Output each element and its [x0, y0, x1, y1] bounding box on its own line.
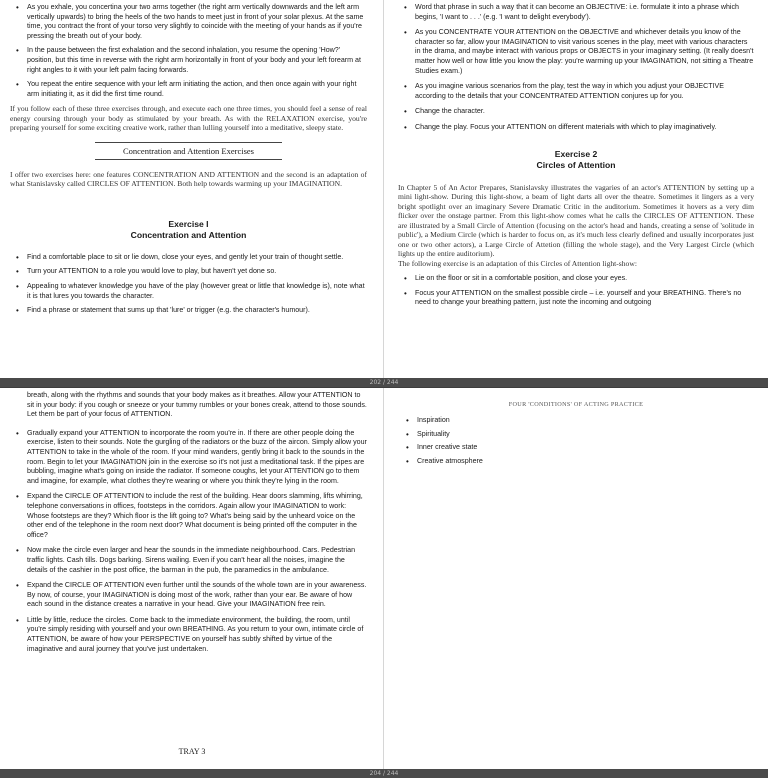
running-head: FOUR 'CONDITIONS' OF ACTING PRACTICE — [508, 401, 644, 408]
book-page-left-top — [0, 0, 384, 378]
book-page-right-top — [384, 0, 768, 378]
list-item: • Appealing to whatever knowledge you have of the play (however great or little that knowledge is), note what it is that lures you towards the character. — [10, 282, 367, 301]
list-item: • Lie on the floor or sit in a comfortable position, and close your eyes. — [398, 274, 754, 284]
list-item: • Focus your ATTENTION on the smallest possible circle – i.e. yourself and your BREATHING. There's no need to change your breathing pattern, just note the incoming and outgoing — [398, 289, 754, 308]
list-item: • Creative atmosphere — [400, 457, 754, 467]
body-paragraph: The following exercise is an adaptation of this Circles of Attention light-show: — [398, 258, 637, 268]
exercise-steps — [398, 274, 754, 308]
list-item: • Gradually expand your ATTENTION to incorporate the room you're in. If there are other people doing the exercise, listen to their sounds. Note the gurgling of the radiators or the buzz of the aircon. Simply allow your ATTENTION to take in the whole of the room. If your mind wanders, gently bring it back to the sounds in the room. Begin to let your IMAGINATION join in the exercise so it's not just a meditational task. If the pipes are bubbling, imagine what's going on inside the radiator. If someone coughs, let your ATTENTION go to them and imagine, for example, what clothes they're wearing or where you think they're lying in the room. — [10, 429, 367, 487]
exercise-steps-continued — [10, 3, 367, 99]
list-item: • Little by little, reduce the circles. Come back to the immediate environment, the building, the room, until you're simply residing with yourself and your own BREATHING. As you return to your own, intimate circle of ATTENTION, be aware of how your PERSPECTIVE on yourself has subtly shifted by virtue of the imaginative and aural journey that you've just undertaken. — [10, 616, 367, 654]
body-paragraph: If you follow each of these three exercises through, and execute each one three times, you should feel a sense of real energy coursing through your body as stimulated by your breath. As with the RELAXATION exercise, you're preparing yourself for some exciting creative work, rather than lulling yourself into a meditative, sleepy state. — [10, 104, 367, 133]
list-item: • Find a phrase or statement that sums up that 'lure' or trigger (e.g. the character's humour). — [10, 306, 367, 316]
exercise-heading — [10, 219, 367, 241]
list-item: • Change the play. Focus your ATTENTION on different materials with which to play imaginatively. — [398, 123, 754, 133]
list-item: • Expand the CIRCLE OF ATTENTION to include the rest of the building. Hear doors slamming, lifts whirring, telephone conversations in offices, footsteps in the corridors. Again allow your IMAGINATION to work: Whose footsteps are they? Which floor is the lift going to? What's being said by the unheard voice on the other end of the telephone in the room next door? What document is being printed off the computer in the office? — [10, 492, 367, 540]
page-folio: TRAY 3 — [178, 747, 206, 756]
list-item: • In the pause between the first exhalation and the second inhalation, you resume the opening 'How?' position, but this time in reverse with the right arm horizontally in front of your body and your left forearm at right angles to it with your left palm facing forwards. — [10, 46, 367, 75]
exercise-heading — [398, 149, 754, 171]
book-page-right-bottom — [384, 388, 768, 769]
list-item: • Inspiration — [400, 416, 754, 426]
body-paragraph: I offer two exercises here: one features CONCENTRATION AND ATTENTION and the second is an adaptation of what Stanislavsky called CIRCLES OF ATTENTION. Both help towards warming up your IMAGINATION. — [10, 169, 367, 189]
exercise-label: Exercise I — [168, 218, 209, 229]
list-item: • Word that phrase in such a way that it can become an OBJECTIVE: i.e. formulate it into a phrase which begins, 'I want to . . .' (e.g. 'I want to delight everybody'). — [398, 3, 754, 22]
exercise-title: Concentration and Attention — [130, 229, 247, 240]
list-item: • Now make the circle even larger and hear the sounds in the immediate neighbourhood. Cars. Pedestrian traffic lights. Cash tills. Dogs barking. Sirens wailing. Even if you can't hear all the noises, imagine the details of the cashier in the post office, the barman in the pub, the paramedics in the ambulance. — [10, 546, 367, 575]
exercise-steps-continued — [398, 3, 754, 133]
section-heading-text: Concentration and Attention Exercises — [95, 142, 282, 160]
book-page-left-bottom — [0, 388, 384, 769]
exercise-label: Exercise 2 — [554, 148, 598, 159]
conditions-list — [400, 416, 754, 466]
book-spread-top — [0, 0, 768, 378]
list-item: • Expand the CIRCLE OF ATTENTION even further until the sounds of the whole town are in your awareness. By now, of course, your IMAGINATION is doing most of the work, rather than your ear. Be aware of how each sound in the distance creates a narrative in your head. Give your IMAGINATION free rein. — [10, 581, 367, 610]
exercise-steps — [10, 253, 367, 316]
exercise-steps — [10, 429, 367, 654]
exercise-title: Circles of Attention — [536, 159, 616, 170]
page-indicator: 202 / 244 — [0, 378, 768, 387]
list-item: • Find a comfortable place to sit or lie down, close your eyes, and gently let your train of thought settle. — [10, 253, 367, 263]
list-item: • As you CONCENTRATE YOUR ATTENTION on the OBJECTIVE and whichever details you know of the character so far, allow your IMAGINATION to visit various scenes in the play, meet with various characters in the drama, and maybe interact with various props or OBJECTS in your imaginary setting. (It really doesn't matter how well or how little you know the play: you're warming up your IMAGINATION, not sitting a Theatre Studies exam.) — [398, 28, 754, 76]
list-item: • As you imagine various scenarios from the play, test the way in which you adjust your OBJECTIVE according to the details that your CONCENTRATED ATTENTION conjures up for you. — [398, 82, 754, 101]
page-indicator: 204 / 244 — [0, 769, 768, 778]
list-item: • Inner creative state — [400, 443, 754, 453]
list-item: • As you exhale, you concertina your two arms together (the right arm vertically downwards and the left arm vertically upwards) to bring the heels of the two hands to meet just in front of your solar plexus. At the same time, you contract the front of your torso very slightly to coincide with the meeting of your hands as if you're pressing the breath out of your body. — [10, 3, 367, 41]
list-item: • Turn your ATTENTION to a role you would love to play, but haven't yet done so. — [10, 267, 367, 277]
body-paragraph: In Chapter 5 of An Actor Prepares, Stanislavsky illustrates the vagaries of an actor's ATTENTION by setting up a mini light-show. During this light-show, a beam of light darts all over the theatre. Sometimes it lingers as a very bright spotlight over an imaginary Severe Dramatic Critic in the auditorium. Sometimes it hovers as a very dim flicker over the onstage partner. From this light-show comes what he calls the CIRCLES OF ATTENTION. These are illustrated by a Small Circle of Attention (focusing on the actor's head and hands, creating a sense of 'solitude in public'), a Medium Circle (which is harder to focus on, as it's much less clearly defined and usually incorporates just one or two other actors), a Large Circle of Attetion (filling the whole stage), and the Very Largest Circle (which lights up the entire auditorium). — [398, 182, 754, 259]
continuation-text: breath, along with the rhythms and sounds that your body makes as it breathes. Allow your ATTENTION to sit in your body: if you cough or sneeze or your tummy rumbles or your bones creak, attend to those sounds. Let them be part of your focus of ATTENTION. — [27, 391, 367, 419]
book-spread-bottom — [0, 388, 768, 769]
section-heading — [10, 142, 367, 160]
list-item: • Spirituality — [400, 430, 754, 440]
list-item: • Change the character. — [398, 107, 754, 117]
list-item: • You repeat the entire sequence with your left arm initiating the action, and then once again with your right arm initiating it, as it did the first time round. — [10, 80, 367, 99]
